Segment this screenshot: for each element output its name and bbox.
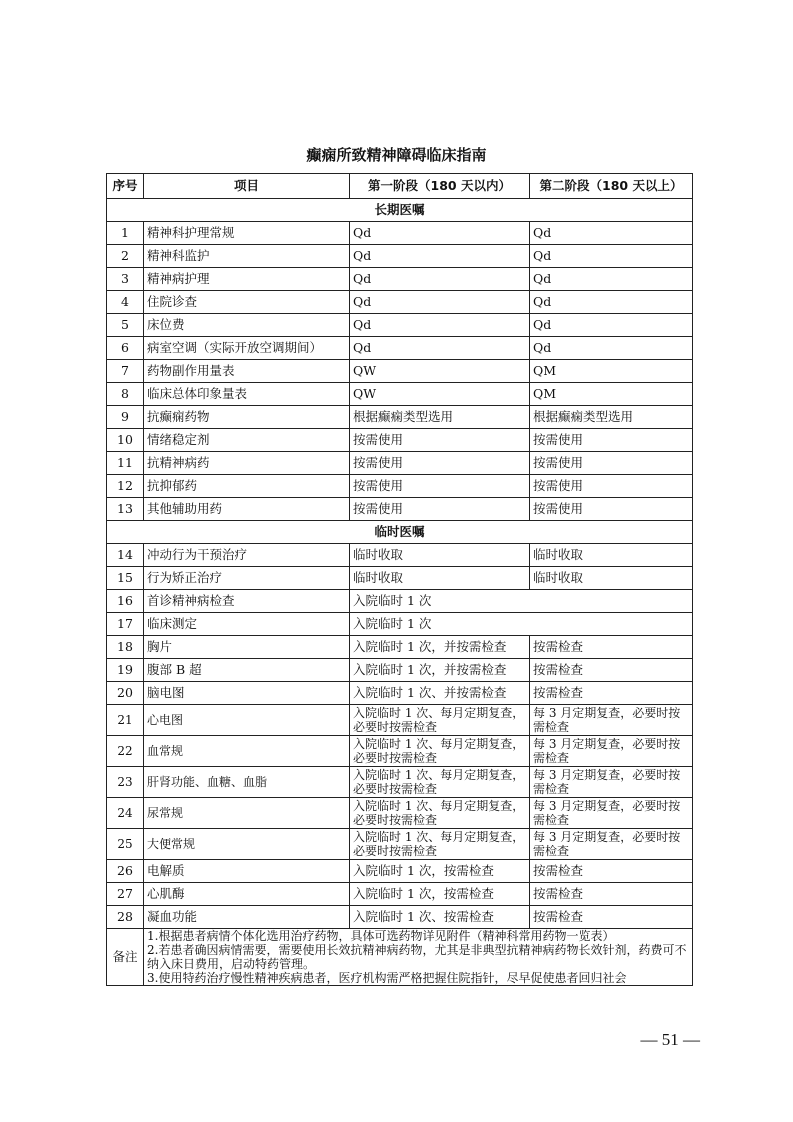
row-item: 药物副作用量表: [144, 360, 350, 383]
row-phase2: 按需使用: [530, 429, 693, 452]
row-phase1: 临时收取: [350, 544, 530, 567]
row-number: 1: [107, 222, 144, 245]
row-phase1: Qd: [350, 291, 530, 314]
row-phase1: 入院临时 1 次、每月定期复查，必要时按需检查: [350, 829, 530, 860]
row-item: 心电图: [144, 705, 350, 736]
row-phase1: 入院临时 1 次，按需检查: [350, 883, 530, 906]
table-row: [107, 498, 693, 521]
row-item: 病室空调（实际开放空调期间）: [144, 337, 350, 360]
table-row: [107, 590, 693, 613]
row-phase1: Qd: [350, 245, 530, 268]
row-phase1: QW: [350, 360, 530, 383]
row-phase2: Qd: [530, 337, 693, 360]
row-phase1: 入院临时 1 次、并按需检查: [350, 682, 530, 705]
clinical-guide-table: [106, 173, 693, 986]
row-phase1: 按需使用: [350, 429, 530, 452]
row-phase2: 每 3 月定期复查，必要时按需检查: [530, 705, 693, 736]
row-phase2: Qd: [530, 314, 693, 337]
table-body: [107, 199, 693, 929]
row-number: 24: [107, 798, 144, 829]
row-item: 临床总体印象量表: [144, 383, 350, 406]
row-phase2: 根据癫痫类型选用: [530, 406, 693, 429]
row-number: 10: [107, 429, 144, 452]
row-phase2: 按需使用: [530, 452, 693, 475]
row-number: 15: [107, 567, 144, 590]
row-number: 25: [107, 829, 144, 860]
remark-line: 2.若患者确因病情需要，需要使用长效抗精神病药物，尤其是非典型抗精神病药物长效针剂，药费可不纳入床日费用，启动特药管理。: [147, 943, 687, 971]
table-header-row: [107, 174, 693, 199]
remarks-label: 备注: [107, 929, 144, 986]
row-phase1: 入院临时 1 次，并按需检查: [350, 659, 530, 682]
row-number: 20: [107, 682, 144, 705]
row-item: 抗精神病药: [144, 452, 350, 475]
table-row: [107, 337, 693, 360]
row-item: 临床测定: [144, 613, 350, 636]
table-row: [107, 452, 693, 475]
row-item: 其他辅助用药: [144, 498, 350, 521]
table-row: [107, 383, 693, 406]
row-phase2: 每 3 月定期复查，必要时按需检查: [530, 736, 693, 767]
row-item: 精神科护理常规: [144, 222, 350, 245]
row-number: 14: [107, 544, 144, 567]
row-number: 16: [107, 590, 144, 613]
header-no: 序号: [107, 174, 144, 199]
row-phase2: QM: [530, 360, 693, 383]
row-number: 9: [107, 406, 144, 429]
row-phase1: 入院临时 1 次，按需检查: [350, 860, 530, 883]
row-phase2: 按需检查: [530, 906, 693, 929]
page-number: — 51 —: [640, 1030, 700, 1049]
page-title: 癫痫所致精神障碍临床指南: [306, 146, 487, 164]
row-phase1: Qd: [350, 222, 530, 245]
table-row: [107, 406, 693, 429]
section-heading-row: [107, 199, 693, 222]
row-phase2: 每 3 月定期复查，必要时按需检查: [530, 798, 693, 829]
row-phase1: QW: [350, 383, 530, 406]
row-phase1: 按需使用: [350, 475, 530, 498]
table-row: [107, 636, 693, 659]
row-phase1: Qd: [350, 337, 530, 360]
header-phase1: 第一阶段（180 天以内）: [350, 174, 530, 199]
row-item: 首诊精神病检查: [144, 590, 350, 613]
row-phase1: 入院临时 1 次、每月定期复查，必要时按需检查: [350, 705, 530, 736]
row-number: 27: [107, 883, 144, 906]
row-phase2: 临时收取: [530, 544, 693, 567]
row-phase2: 每 3 月定期复查，必要时按需检查: [530, 767, 693, 798]
row-number: 2: [107, 245, 144, 268]
row-item: 抗抑郁药: [144, 475, 350, 498]
table-row: [107, 883, 693, 906]
row-number: 4: [107, 291, 144, 314]
row-phase2: 每 3 月定期复查，必要时按需检查: [530, 829, 693, 860]
row-item: 精神科监护: [144, 245, 350, 268]
row-number: 23: [107, 767, 144, 798]
row-both-phases: 入院临时 1 次: [350, 590, 693, 613]
row-number: 28: [107, 906, 144, 929]
row-phase2: Qd: [530, 291, 693, 314]
row-item: 肝肾功能、血糖、血脂: [144, 767, 350, 798]
row-phase2: Qd: [530, 245, 693, 268]
row-phase1: 按需使用: [350, 452, 530, 475]
table-row: [107, 222, 693, 245]
row-item: 床位费: [144, 314, 350, 337]
row-phase2: Qd: [530, 222, 693, 245]
row-item: 冲动行为干预治疗: [144, 544, 350, 567]
row-phase1: 入院临时 1 次、每月定期复查，必要时按需检查: [350, 798, 530, 829]
row-number: 17: [107, 613, 144, 636]
table-row: [107, 245, 693, 268]
header-phase2: 第二阶段（180 天以上）: [530, 174, 693, 199]
row-number: 7: [107, 360, 144, 383]
remarks-text: [144, 929, 693, 986]
table-row: [107, 544, 693, 567]
row-number: 21: [107, 705, 144, 736]
row-item: 腹部 B 超: [144, 659, 350, 682]
row-number: 12: [107, 475, 144, 498]
row-number: 11: [107, 452, 144, 475]
row-number: 26: [107, 860, 144, 883]
row-phase2: Qd: [530, 268, 693, 291]
table-row: [107, 613, 693, 636]
row-number: 18: [107, 636, 144, 659]
table-row: [107, 659, 693, 682]
remark-line: 3.使用特药治疗慢性精神疾病患者，医疗机构需严格把握住院指针，尽早促使患者回归社会: [147, 971, 627, 985]
table-row: [107, 567, 693, 590]
row-item: 血常规: [144, 736, 350, 767]
row-number: 8: [107, 383, 144, 406]
row-phase1: Qd: [350, 314, 530, 337]
row-phase1: 根据癫痫类型选用: [350, 406, 530, 429]
table-row: [107, 829, 693, 860]
row-phase1: 入院临时 1 次、每月定期复查，必要时按需检查: [350, 767, 530, 798]
row-item: 胸片: [144, 636, 350, 659]
table-row: [107, 291, 693, 314]
table-row: [107, 705, 693, 736]
row-number: 5: [107, 314, 144, 337]
table-row: [107, 360, 693, 383]
table-row: [107, 268, 693, 291]
table-row: [107, 475, 693, 498]
row-number: 19: [107, 659, 144, 682]
row-phase2: QM: [530, 383, 693, 406]
row-number: 13: [107, 498, 144, 521]
row-phase1: 入院临时 1 次、按需检查: [350, 906, 530, 929]
section-heading: 临时医嘱: [107, 521, 693, 544]
row-item: 住院诊查: [144, 291, 350, 314]
table-row: [107, 736, 693, 767]
table-row: [107, 906, 693, 929]
row-phase2: 按需检查: [530, 682, 693, 705]
row-item: 情绪稳定剂: [144, 429, 350, 452]
table-row: [107, 767, 693, 798]
row-number: 22: [107, 736, 144, 767]
row-item: 精神病护理: [144, 268, 350, 291]
row-phase2: 按需使用: [530, 498, 693, 521]
row-number: 6: [107, 337, 144, 360]
table-row: [107, 682, 693, 705]
header-item: 项目: [144, 174, 350, 199]
row-phase1: 按需使用: [350, 498, 530, 521]
row-item: 大便常规: [144, 829, 350, 860]
section-heading-row: [107, 521, 693, 544]
row-both-phases: 入院临时 1 次: [350, 613, 693, 636]
row-item: 尿常规: [144, 798, 350, 829]
row-phase1: Qd: [350, 268, 530, 291]
row-phase2: 按需检查: [530, 659, 693, 682]
table-row: [107, 429, 693, 452]
row-item: 凝血功能: [144, 906, 350, 929]
row-phase1: 入院临时 1 次、每月定期复查，必要时按需检查: [350, 736, 530, 767]
row-item: 行为矫正治疗: [144, 567, 350, 590]
row-phase1: 入院临时 1 次，并按需检查: [350, 636, 530, 659]
remark-line: 1.根据患者病情个体化选用治疗药物，具体可选药物详见附件（精神科常用药物一览表）: [147, 929, 615, 943]
row-item: 心肌酶: [144, 883, 350, 906]
row-phase2: 按需使用: [530, 475, 693, 498]
row-phase2: 按需检查: [530, 860, 693, 883]
table-row: [107, 860, 693, 883]
table-row: [107, 798, 693, 829]
row-item: 电解质: [144, 860, 350, 883]
row-phase2: 按需检查: [530, 883, 693, 906]
row-phase1: 临时收取: [350, 567, 530, 590]
table-row: [107, 314, 693, 337]
row-phase2: 按需检查: [530, 636, 693, 659]
row-item: 脑电图: [144, 682, 350, 705]
row-number: 3: [107, 268, 144, 291]
remarks-row: [107, 929, 693, 986]
row-phase2: 临时收取: [530, 567, 693, 590]
row-item: 抗癫痫药物: [144, 406, 350, 429]
section-heading: 长期医嘱: [107, 199, 693, 222]
